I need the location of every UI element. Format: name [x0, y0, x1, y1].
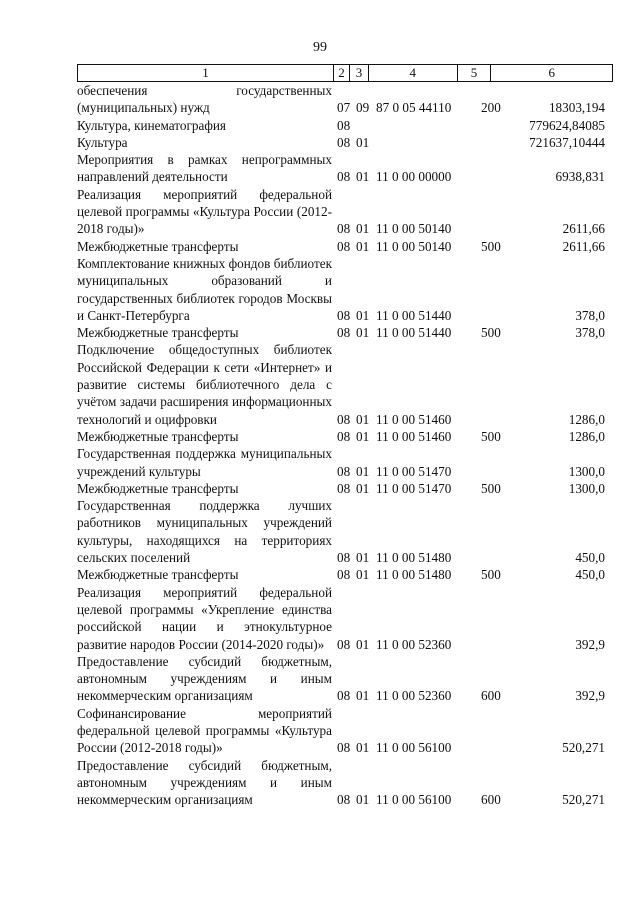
table-row: [77, 705, 613, 757]
row-codes: [337, 117, 611, 134]
row-description: Реализация мероприятий федеральной целевой программы «Культура России (2012-2018 годы)»: [77, 186, 332, 237]
amount: 520,271: [562, 792, 605, 808]
expense-type-code: 500: [481, 567, 501, 583]
budget-table: [77, 64, 613, 808]
section-code: 08: [337, 238, 351, 254]
row-description: Межбюджетные трансферты: [77, 480, 239, 496]
row-codes: [337, 463, 611, 480]
section-code: 08: [337, 117, 351, 133]
target-article-code: 11 0 00 51480: [376, 567, 452, 583]
section-code: 08: [337, 221, 351, 237]
target-article-code: 11 0 00 52360: [376, 636, 452, 652]
subsection-code: 01: [356, 792, 370, 808]
amount: 1300,0: [568, 480, 605, 496]
section-code: 08: [337, 740, 351, 756]
table-row: [77, 324, 613, 341]
subsection-code: 01: [356, 307, 370, 323]
expense-type-code: 500: [481, 428, 501, 444]
amount: 721637,10444: [529, 134, 605, 150]
subsection-code: 01: [356, 238, 370, 254]
table-row: [77, 186, 613, 238]
row-description: Культура: [77, 134, 128, 150]
row-codes: [337, 636, 611, 653]
row-description: Предоставление субсидий бюджетным, автономным учреждениям и иным некоммерческим организациям: [77, 653, 332, 704]
section-code: 08: [337, 792, 351, 808]
subsection-code: 01: [356, 169, 370, 185]
table-row: [77, 255, 613, 324]
row-description: Мероприятия в рамках непрограммных направлений деятельности: [77, 152, 332, 185]
section-code: 08: [337, 134, 351, 150]
row-description: Межбюджетные трансферты: [77, 325, 239, 341]
section-code: 08: [337, 428, 351, 444]
expense-type-code: 500: [481, 480, 501, 496]
section-code: 08: [337, 688, 351, 704]
table-row: [77, 134, 613, 151]
row-description: Комплектование книжных фондов библиотек муниципальных образований и государственных библиотек городов Москвы и Санкт-Петербурга: [77, 255, 332, 323]
row-codes: [337, 238, 611, 255]
row-codes: [337, 687, 611, 704]
amount: 392,9: [575, 636, 605, 652]
row-description: Межбюджетные трансферты: [77, 567, 239, 583]
target-article-code: 11 0 00 51460: [376, 411, 452, 427]
header-col-2: 2: [334, 65, 350, 81]
header-col-3: 3: [350, 65, 369, 81]
section-code: 08: [337, 325, 351, 341]
table-row: [77, 653, 613, 705]
subsection-code: 01: [356, 411, 370, 427]
amount: 2611,66: [562, 238, 605, 254]
amount: 378,0: [575, 307, 605, 323]
row-description: Подключение общедоступных библиотек Российской Федерации к сети «Интернет» и развитие системы библиотечного дела с учётом задачи расширения информационных технологий и оцифровки: [77, 342, 332, 427]
amount: 6938,831: [555, 169, 605, 185]
expense-type-code: 200: [481, 100, 501, 116]
section-code: 08: [337, 636, 351, 652]
target-article-code: 11 0 00 52360: [376, 688, 452, 704]
header-col-5: 5: [458, 65, 492, 81]
row-description: Межбюджетные трансферты: [77, 238, 239, 254]
table-row: [77, 497, 613, 566]
section-code: 08: [337, 567, 351, 583]
header-col-6: 6: [548, 65, 555, 80]
amount: 1300,0: [568, 463, 605, 479]
subsection-code: 01: [356, 134, 370, 150]
section-code: 08: [337, 463, 351, 479]
row-description: Межбюджетные трансферты: [77, 428, 239, 444]
table-row: [77, 117, 613, 134]
header-col-1: 1: [78, 65, 334, 81]
subsection-code: 01: [356, 221, 370, 237]
expense-type-code: 600: [481, 792, 501, 808]
table-header: [77, 64, 613, 82]
section-code: 08: [337, 169, 351, 185]
row-codes: [337, 220, 611, 237]
row-description: Предоставление субсидий бюджетным, автономным учреждениям и иным некоммерческим организациям: [77, 757, 332, 808]
section-code: 08: [337, 550, 351, 566]
table-row: [77, 82, 613, 117]
subsection-code: 01: [356, 688, 370, 704]
target-article-code: 11 0 00 51440: [376, 307, 452, 323]
row-codes: [337, 411, 611, 428]
amount: 392,9: [575, 688, 605, 704]
row-codes: [337, 99, 611, 116]
amount: 378,0: [575, 325, 605, 341]
table-row: [77, 238, 613, 255]
row-codes: [337, 134, 611, 151]
target-article-code: 11 0 00 51440: [376, 325, 452, 341]
amount: 520,271: [562, 740, 605, 756]
table-row: [77, 584, 613, 653]
target-article-code: 11 0 00 00000: [376, 169, 452, 185]
row-codes: [337, 739, 611, 756]
header-col-4: 4: [369, 65, 458, 81]
target-article-code: 87 0 05 44110: [376, 100, 452, 116]
row-codes: [337, 428, 611, 445]
target-article-code: 11 0 00 51470: [376, 480, 452, 496]
subsection-code: 01: [356, 325, 370, 341]
target-article-code: 11 0 00 56100: [376, 740, 452, 756]
row-codes: [337, 549, 611, 566]
section-code: 08: [337, 411, 351, 427]
section-code: 08: [337, 307, 351, 323]
target-article-code: 11 0 00 50140: [376, 238, 452, 254]
row-codes: [337, 791, 611, 808]
table-row: [77, 480, 613, 497]
subsection-code: 01: [356, 567, 370, 583]
row-codes: [337, 324, 611, 341]
target-article-code: 11 0 00 51470: [376, 463, 452, 479]
amount: 2611,66: [562, 221, 605, 237]
section-code: 08: [337, 480, 351, 496]
amount: 450,0: [575, 567, 605, 583]
row-description: Государственная поддержка лучших работников муниципальных учреждений культуры, находящихся на территориях сельских поселений: [77, 498, 332, 566]
row-codes: [337, 307, 611, 324]
row-description: Культура, кинематография: [77, 117, 226, 133]
amount: 450,0: [575, 550, 605, 566]
row-codes: [337, 566, 611, 583]
page-number: 99: [313, 40, 327, 55]
target-article-code: 11 0 00 56100: [376, 792, 452, 808]
expense-type-code: 500: [481, 325, 501, 341]
row-description: обеспечения государственных (муниципальных) нужд: [77, 83, 332, 116]
row-description: Реализация мероприятий федеральной целевой программы «Укрепление единства российской нации и этнокультурное развитие народов России (2014-2020 годы)»: [77, 584, 332, 652]
row-description: Софинансирование мероприятий федеральной целевой программы «Культура России (2012-2018 годы)»: [77, 705, 332, 756]
expense-type-code: 500: [481, 238, 501, 254]
table-row: [77, 341, 613, 427]
subsection-code: 01: [356, 740, 370, 756]
subsection-code: 01: [356, 550, 370, 566]
row-description: Государственная поддержка муниципальных учреждений культуры: [77, 446, 332, 479]
subsection-code: 09: [356, 100, 370, 116]
subsection-code: 01: [356, 480, 370, 496]
subsection-code: 01: [356, 428, 370, 444]
amount: 18303,194: [548, 100, 605, 116]
row-codes: [337, 168, 611, 185]
subsection-code: 01: [356, 636, 370, 652]
table-row: [77, 757, 613, 809]
target-article-code: 11 0 00 51480: [376, 550, 452, 566]
subsection-code: 01: [356, 463, 370, 479]
table-row: [77, 566, 613, 583]
target-article-code: 11 0 00 51460: [376, 428, 452, 444]
table-row: [77, 428, 613, 445]
table-row: [77, 151, 613, 186]
section-code: 07: [337, 100, 351, 116]
target-article-code: 11 0 00 50140: [376, 221, 452, 237]
amount: 1286,0: [568, 411, 605, 427]
amount: 779624,84085: [529, 117, 605, 133]
table-row: [77, 445, 613, 480]
table-body: [77, 82, 613, 808]
amount: 1286,0: [568, 428, 605, 444]
row-codes: [337, 480, 611, 497]
expense-type-code: 600: [481, 688, 501, 704]
